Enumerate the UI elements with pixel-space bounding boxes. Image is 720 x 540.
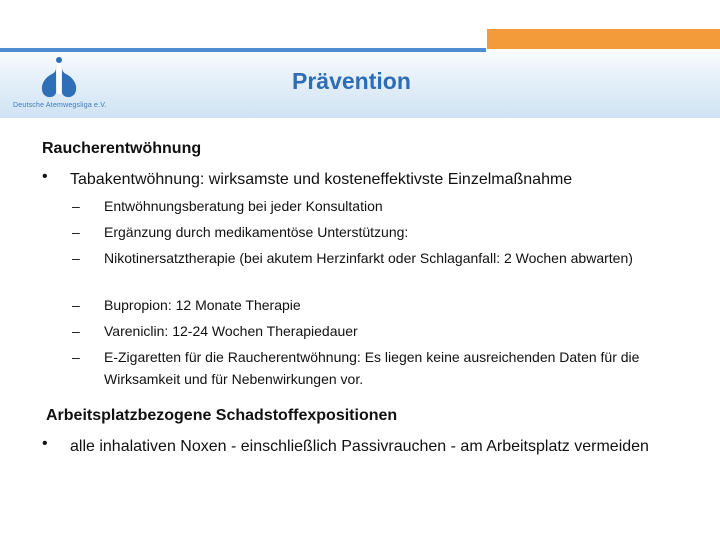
subitem-text: Vareniclin: 12-24 Wochen Therapiedauer [104,323,358,339]
logo-caption: Deutsche Atemwegsliga e.V. [13,102,107,109]
subitem [72,320,692,342]
bullet-text: alle inhalativen Noxen - einschließlich Passivrauchen - am Arbeitsplatz vermeiden [70,438,649,455]
bullet-marker: • [42,168,48,185]
subitem [72,195,692,217]
subitem-text: E-Zigaretten für die Raucherentwöhnung: Es liegen keine ausreichenden Daten für die Wirksamkeit und für Nebenwirkungen vor. [104,349,640,387]
dash-marker: – [72,323,80,339]
bullet-text: Tabakentwöhnung: wirksamste und kosteneffektivste Einzelmaßnahme [70,171,573,188]
subitem [72,294,692,316]
slide-title: Prävention [292,68,411,94]
subitem-text: Nikotinersatztherapie (bei akutem Herzinfarkt oder Schlaganfall: 2 Wochen abwarten) [104,250,633,266]
subitem [72,221,692,243]
subitem-text: Entwöhnungsberatung bei jeder Konsultation [104,198,383,214]
subitem-text: Ergänzung durch medikamentöse Unterstützung: [104,224,409,240]
dash-marker: – [72,250,80,266]
subitem [72,247,692,291]
bullet-tobacco-cessation [42,168,682,192]
dash-marker: – [72,349,80,365]
section-heading-workplace-exposure: Arbeitsplatzbezogene Schadstoffexpositionen [46,407,398,424]
subitem [72,346,692,390]
dash-marker: – [72,224,80,240]
bullet-marker: • [42,435,48,452]
section-heading-smoking-cessation: Raucherentwöhnung [42,140,202,157]
bullet-workplace-noxae [42,435,682,483]
dash-marker: – [72,297,80,313]
subitem-text: Bupropion: 12 Monate Therapie [104,297,301,313]
dash-marker: – [72,198,80,214]
